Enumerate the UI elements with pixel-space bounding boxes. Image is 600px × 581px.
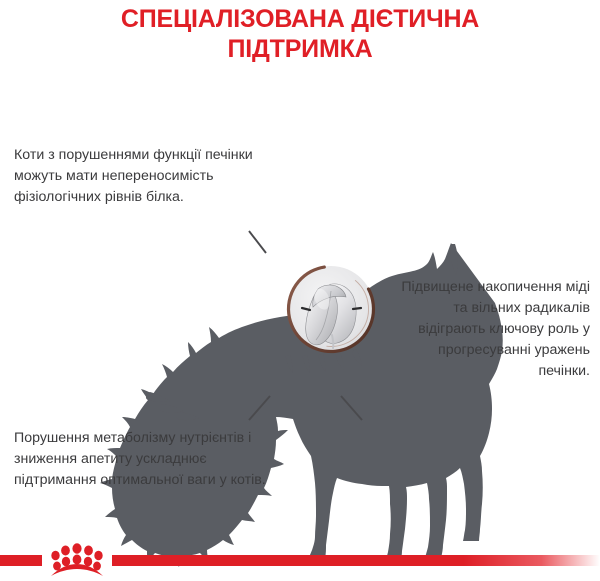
callout-bottom-left-text: Порушення метаболізму нутрієнтів і зниження апетиту ускладнює підтримання оптимальної ваги у котів.	[14, 430, 266, 488]
callout-right-text: Підвищене накопичення міді та вільних радикалів відіграють ключову роль у прогресуванні уражень печінки.	[401, 279, 590, 379]
page-title-line-2: ПІДТРИМКА	[227, 35, 373, 63]
footer-bar-right	[112, 555, 600, 566]
callout-top-left-text: Коти з порушеннями функції печінки можуть мати непереносимість фізіологічних рівнів білка.	[14, 147, 253, 205]
footer-bar-left	[0, 555, 42, 566]
callout-bottom-left	[14, 428, 290, 491]
royal-canin-crown-icon	[44, 543, 110, 577]
callout-top-left	[14, 145, 276, 208]
page-title-line-1: СПЕЦІАЛІЗОВАНА ДІЄТИЧНА	[120, 5, 480, 33]
liver-organ-icon	[284, 262, 378, 356]
callout-right	[394, 277, 590, 382]
footer	[0, 521, 600, 581]
